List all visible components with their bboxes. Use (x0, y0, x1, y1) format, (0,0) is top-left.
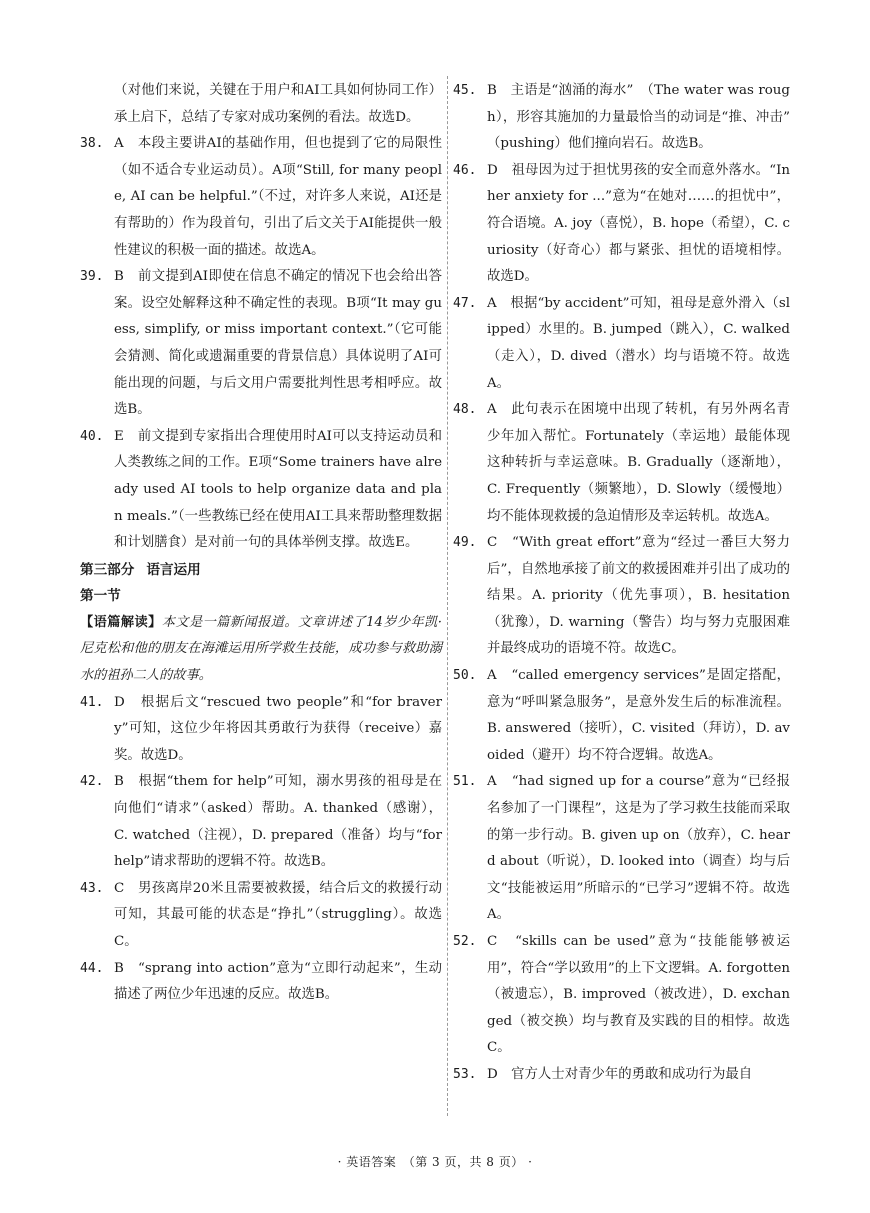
item-number: 41. (80, 694, 104, 710)
answer-item-49 (453, 530, 790, 663)
section-part: 第三部分 (80, 561, 135, 578)
continuation-body: （对他们来说，关键在于用户和AI工具如何协同工作）承上启下，总结了专家对成功案例的看法。故选D。 (114, 83, 442, 125)
item-text: C “With great effort”意为“经过一番巨大努力后”，自然地承接了前文的救援困难并引出了成功的结果。A. priority（优先事项），B. hesitation（犹豫），D. warning（警告）均与努力克服困难并最终成功的语境不符。故选C。 (487, 535, 790, 657)
item-text: A 本段主要讲AI的基础作用，但也提到了它的局限性（如不适合专业运动员）。A项“Still, for many people, AI can be helpful.”（不过，对许多人来说，AI还是有帮助的）作为段首句，引出了后文关于AI能提供一般性建议的积极一面的描述。故选A。 (114, 136, 442, 258)
section-subtitle: 第一节 (80, 588, 121, 605)
answer-item-44 (80, 956, 442, 1009)
answer-item-41 (80, 690, 442, 770)
item-number: 43. (80, 880, 104, 896)
column-divider (447, 76, 448, 1116)
item-number: 38. (80, 136, 104, 152)
answer-item-47 (453, 291, 790, 397)
item-number: 46. (453, 162, 477, 178)
section-title (80, 557, 442, 584)
item-number: 44. (80, 960, 104, 976)
item-number: 53. (453, 1066, 477, 1082)
item-text: A “called emergency services”是固定搭配，意为“呼叫紧急服务”，是意外发生后的标准流程。B. answered（接听），C. visited（拜访），D. avoided（避开）均不符合逻辑。故选A。 (487, 668, 790, 763)
item-number: 50. (453, 668, 477, 684)
item-number: 52. (453, 934, 477, 949)
item-text: A 此句表示在困境中出现了转机，有另外两名青少年加入帮忙。Fortunately（幸运地）最能体现这种转折与幸运意味。B. Gradually（逐渐地），C. Frequently（频繁地），D. Slowly（缓慢地）均不能体现救援的急迫情形及幸运转机。故选A。 (487, 402, 790, 524)
answer-item-46 (453, 158, 790, 291)
answer-item-40 (80, 424, 442, 557)
item-number: 48. (453, 402, 477, 418)
item-text: D 根据后文“rescued two people”和“for bravery”可知，这位少年将因其勇敢行为获得（receive）嘉奖。故选D。 (114, 694, 442, 763)
item-text: D 祖母因为过于担忧男孩的安全而意外落水。“In her anxiety for ...”意为“在她对……的担忧中”，符合语境。A. joy（喜悦），B. hope（希望），C. curiosity（好奇心）都与紧张、担忧的语境相悖。故选D。 (487, 162, 790, 285)
item-number: 45. (453, 83, 477, 98)
answer-item-42 (80, 769, 442, 875)
left-column (80, 78, 442, 1009)
item-number: 51. (453, 774, 477, 790)
item-text: B 前文提到AI即使在信息不确定的情况下也会给出答案。设空处解释这种不确定性的表现。B项“It may guess, simplify, or miss important context.”（它可能会猜测、简化或遗漏重要的背景信息）具体说明了AI可能出现的问题，与后文用户需要批判性思考相呼应。故选B。 (114, 269, 442, 418)
answer-item-50 (453, 663, 790, 769)
passage-tag: 【语篇解读】 (80, 614, 162, 630)
passage-text: 本文是一篇新闻报道。文章讲述了14岁少年凯·尼克松和他的朋友在海滩运用所学救生技能，成功参与救助溺水的祖孙二人的故事。 (80, 614, 442, 684)
page-footer: · 英语答案 （第 3 页，共 8 页） · (337, 1155, 533, 1169)
answer-item-43 (80, 876, 442, 956)
answer-item-48 (453, 397, 790, 530)
item-text: A “had signed up for a course”意为“已经报名参加了一门课程”，这是为了学习救生技能而采取的第一步行动。B. given up on（放弃），C. heard about（听说），D. looked into（调查）均与后文“技能被运用”所暗示的“已学习”逻辑不符。故选A。 (487, 774, 790, 923)
answer-item-38 (80, 131, 442, 264)
passage-summary (80, 610, 442, 690)
item-number: 39. (80, 269, 104, 285)
right-column (453, 78, 804, 1089)
item-text: C 男孩离岸20米且需要被救援，结合后文的救援行动可知，其最可能的状态是“挣扎”（struggling）。故选C。 (114, 880, 442, 949)
item-number: 40. (80, 428, 104, 444)
continuation-text (80, 78, 442, 131)
item-number: 47. (453, 295, 477, 311)
item-text: C “skills can be used”意为“技能能够被运用”，符合“学以致用”的上下文逻辑。A. forgotten（被遗忘），B. improved（被改进），D. exchanged（被交换）均与教育及实践的目的相悖。故选C。 (487, 934, 790, 1056)
item-text: E 前文提到专家指出合理使用时AI可以支持运动员和人类教练之间的工作。E项“Some trainers have already used AI tools to help organize data and plan meals.”（一些教练已经在使用AI工具来帮助整理数据和计划膳食）是对前一句的具体举例支撑。故选E。 (114, 428, 442, 551)
answer-item-53 (453, 1062, 790, 1089)
item-text: B 主语是“汹涌的海水” （The water was rough），形容其施加的力量最恰当的动词是“推、冲击” （pushing）他们撞向岩石。故选B。 (487, 83, 804, 152)
answer-item-51 (453, 769, 790, 929)
item-text: A 根据“by accident”可知，祖母是意外滑入（slipped）水里的。B. jumped（跳入），C. walked（走入），D. dived（潜水）均与语境不符。故选A。 (487, 295, 790, 391)
item-number: 49. (453, 535, 477, 551)
answer-item-52 (453, 929, 790, 1062)
answer-item-39 (80, 264, 442, 424)
item-number: 42. (80, 774, 104, 790)
item-text: D 官方人士对青少年的勇敢和成功行为最自 (487, 1066, 753, 1082)
answer-item-45 (453, 78, 804, 158)
item-text: B 根据“them for help”可知，溺水男孩的祖母是在向他们“请求”（asked）帮助。A. thanked（感谢），C. watched（注视），D. prepared（准备）均与“for help”请求帮助的逻辑不符。故选B。 (114, 774, 442, 870)
item-text: B “sprang into action”意为“立即行动起来”，生动描述了两位少年迅速的反应。故选B。 (114, 960, 442, 1003)
section-name: 语言运用 (146, 561, 201, 578)
